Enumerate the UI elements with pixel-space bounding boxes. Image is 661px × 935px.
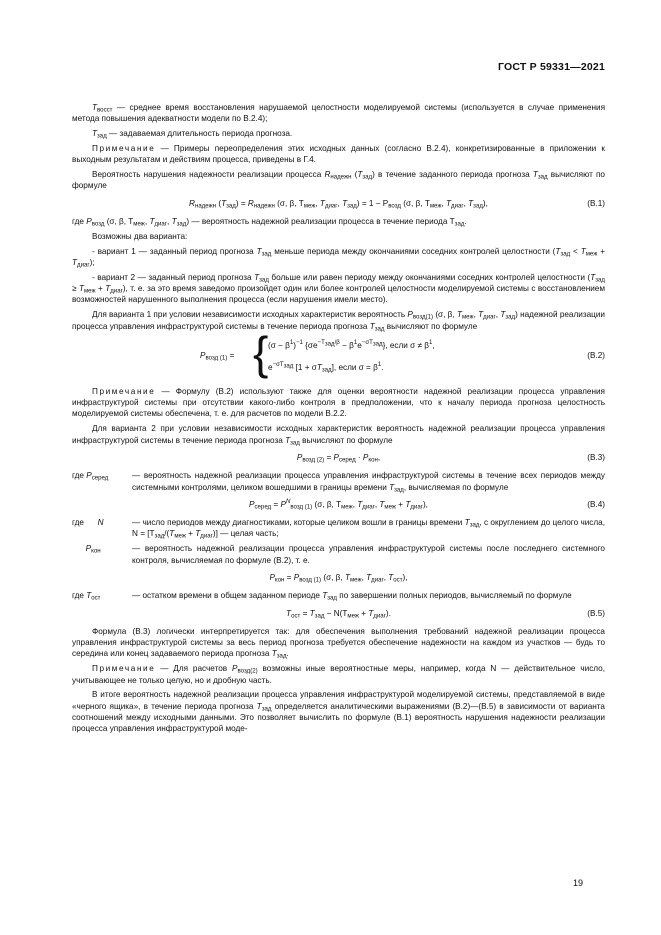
note-3: Примечание — Для расчетов $P_{возд(2)}$ возможны иные вероятностные меры, например, когда N — действительное число, учитывающее не только целую, но и дробную часть. xyxy=(72,664,605,685)
definition-p-kon: $P_{кон}$ — вероятность надежной реализации процесса управления инфраструктурой системы после последнего системного контроля, вычисляемая по формуле (В.2), т. е. xyxy=(85,544,605,565)
note-1: Примечание — Примеры переопределения этих исходных данных (согласно В.2.4), конкретизированные в приложении к выходным результатам и действиям процесса, приведены в Г.4. xyxy=(72,143,605,165)
paragraph-t-vosst: $T_{восст}$ — среднее время восстановления нарушаемой целостности моделируемой системы (используется в случае применения метода повышения адекватности модели по В.2.4); xyxy=(72,103,605,124)
equation-b4: $P_{серед} = P^N_{возд (1)}$ (σ, β, $T_{меж}$, $T_{диаг}$, $T_{меж} + T_{диаг}$), (В.4) xyxy=(249,497,605,511)
equation-p-kon: $P_{кон} = P_{возд (1)}$ (σ, β, $T_{меж}$, $T_{диаг}$, $T_{ост}$), xyxy=(269,572,408,584)
paragraph-b3-interpretation: Формула (В.3) логически интерпретируется так: для обеспечения выполнения требований надежной реализации процесса управления инфраструктурой системы за весь период прогноза требуется обеспечение надежности на каждом из участков — будь то середина или конец задаваемого периода прогноза $T_{зад}$. xyxy=(72,626,605,660)
paragraph-probability-intro: Вероятность нарушения надежности реализации процесса $R_{надежн}$ $(T_{зад})$ в течение заданного периода прогноза $T_{зад}$ вычисляют по формуле xyxy=(72,170,605,191)
definition-t-ost: где $T_{ост}$ — остатком времени в общем заданном периоде $T_{зад}$ по завершении полных периодов, вычисляемый по формуле xyxy=(72,591,572,602)
paragraph-variant-1: - вариант 1 — заданный период прогноза $T_{зад}$ меньше периода между окончаниями соседних контролей целостности $(T_{зад} < T_{меж} + T_{диаг})$; xyxy=(72,246,605,269)
equation-b5: $T_{ост} = T_{зад} - N(T_{меж} + T_{диаг})$. (В.5) xyxy=(286,608,605,619)
equation-number: (В.5) xyxy=(587,608,605,618)
paragraph-two-variants: Возможны два варианта: xyxy=(92,231,188,241)
note-2: Примечание — Формулу (В.2) используют также для оценки вероятности надежной реализации процесса управления инфраструктурой системы при отсутствии какого-либо контроля в предположении, что к началу периода прогноза целостность моделируемой системы обеспечена, т. е. для расчетов по модели В.2.2. xyxy=(72,386,605,419)
definition-p-sered: где $P_{серед}$ — вероятность надежной реализации процесса управления инфраструктурой системы в течение всех периодов между системными контролями, целиком вошедшими в границы времени $T_{зад}$, вычисляемая по формуле xyxy=(72,471,605,493)
paragraph-where-p: где $P_{возд}$ (σ, β, $T_{меж}$, $T_{диаг}$, $T_{зад}$) — вероятность надежной реализации процесса в течение периода $T_{зад}$. xyxy=(72,217,467,228)
document-body xyxy=(72,102,605,735)
equation-number: (В.2) xyxy=(587,350,605,360)
definition-n: где N — число периодов между диагностиками, которые целиком вошли в границы времени $T_{зад}$, с округлением до целого числа, $N = [T_{зад}/(T_{меж} + T_{диаг})]$ — целая часть; xyxy=(72,518,605,540)
equation-number: (В.3) xyxy=(587,452,605,462)
paragraph-variant-2: - вариант 2 — заданный период прогноза $T_{зад}$ больше или равен периоду между окончаниями соседних контролей целостности $(T_{зад} \ge T_{меж} + T_{диаг})$, т. е. за это время заведомо произойдет один или более контролей целостности моделируемой системы с восстановлением возможностей нарушенного выполнения процесса (если нарушения имели место). xyxy=(72,272,605,305)
document-header: ГОСТ Р 59331—2021 xyxy=(497,61,605,73)
equation-b2: $P_{возд (1)}$ = { $(\sigma - \beta^1)^{-1}$ $\{\sigma e^{-T_{зад}/\beta} - \beta^1e^{-\sigma T_{зад}}\}$, если $\sigma \ne \beta^1$, $e^{-\sigma T_{зад}}$ $[1 + \sigma T_{зад}]$, если $\sigma = \beta^1$. (В.2) xyxy=(200,326,605,379)
paragraph-t-zad: $T_{зад}$ — задаваемая длительность периода прогноза. xyxy=(92,129,293,140)
equation-b1: $R_{надежн}$ $(T_{зад}) = R_{надежн}$ (σ, β, $T_{меж}$, $T_{диаг}$, $T_{зад}) = 1 - P_{возд}$ (σ, β, $T_{меж}$, $T_{диаг}$, $T_{зад}$), (В.1) xyxy=(189,198,605,210)
paragraph-conclusion: В итоге вероятность надежной реализации процесса управления инфраструктурой моделируемой системы, представляемой в виде «черного ящика», в течение периода прогноза $T_{зад}$ определяется аналитическими выражениями (В.2)—(В.5) в зависимости от варианта соотношений между исходными данными. Это позволяет вычислить по формуле (В.1) вероятность нарушения надежности реализации процесса управления инфраструктурой моде- xyxy=(72,690,605,734)
paragraph-variant-2-formula: Для варианта 2 при условии независимости исходных характеристик вероятность надежной реализации процесса управления инфраструктурой системы в течение периода прогноза $T_{зад}$ вычисляют по формуле xyxy=(72,424,605,447)
page-number: 19 xyxy=(573,878,584,888)
paragraph-variant-1-formula: Для варианта 1 при условии независимости исходных характеристик вероятность $P_{возд(1)}$ (σ, β, $T_{меж}$, $T_{диаг}$, $T_{зад}$) надежной реализации процесса управления инфраструктурой системы в течение периода прогноза $T_{зад}$ вычисляют по формуле xyxy=(72,310,605,332)
equation-number: (В.1) xyxy=(587,198,605,208)
equation-b3: $P_{возд (2)} = P_{серед} \cdot P_{кон}$, (В.3) xyxy=(296,452,605,464)
equation-number: (В.4) xyxy=(587,499,605,509)
